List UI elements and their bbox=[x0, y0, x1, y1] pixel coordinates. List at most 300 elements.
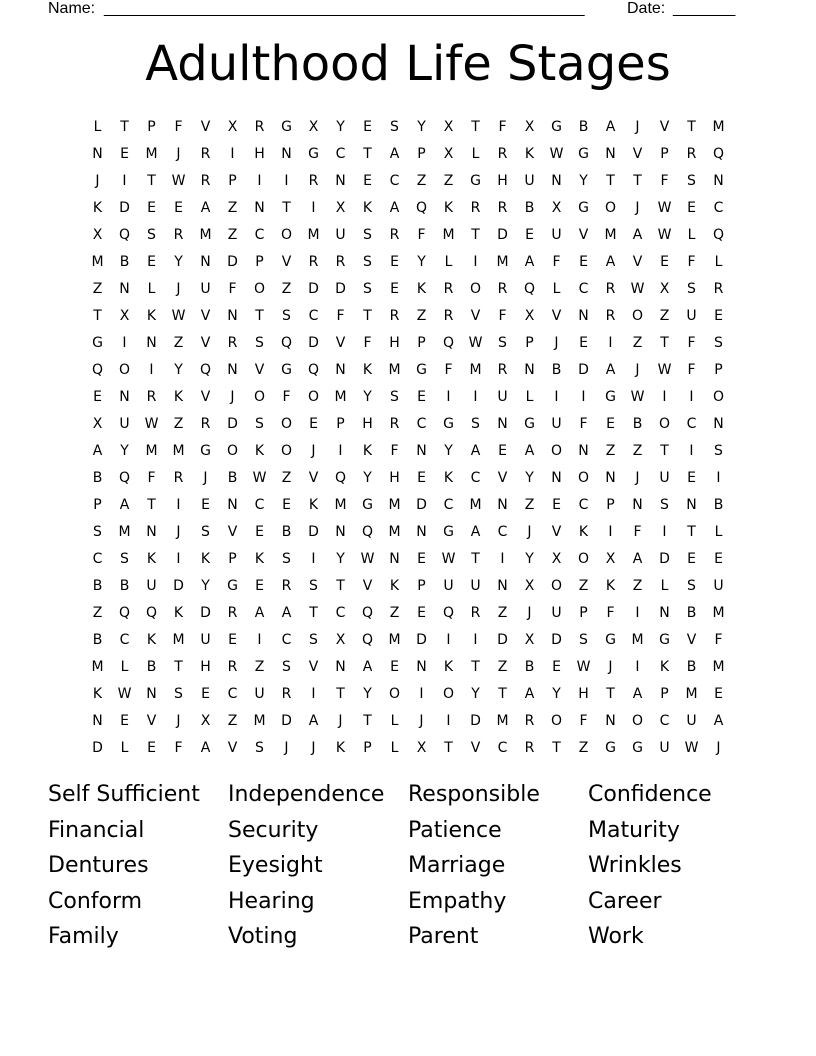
grid-letter: N bbox=[227, 362, 238, 378]
word-item: Hearing bbox=[228, 888, 315, 914]
grid-letter: P bbox=[147, 119, 156, 135]
grid-letter: A bbox=[389, 146, 400, 162]
grid-letter: I bbox=[176, 497, 181, 513]
grid-letter: C bbox=[227, 686, 238, 702]
grid-letter: F bbox=[417, 227, 426, 243]
grid-letter: S bbox=[120, 551, 129, 567]
grid-letter: Z bbox=[578, 578, 589, 594]
grid-letter: N bbox=[605, 713, 616, 729]
grid-letter: X bbox=[335, 632, 346, 648]
grid-letter: D bbox=[308, 524, 319, 540]
grid-letter: G bbox=[605, 740, 616, 756]
grid-letter: C bbox=[713, 200, 724, 216]
grid-letter: U bbox=[524, 173, 535, 189]
grid-letter: C bbox=[497, 740, 508, 756]
grid-letter: Q bbox=[307, 362, 320, 378]
grid-letter: V bbox=[200, 335, 211, 351]
grid-letter: Y bbox=[552, 686, 561, 702]
grid-letter: E bbox=[147, 200, 156, 216]
grid-letter: T bbox=[282, 200, 291, 216]
grid-letter: K bbox=[92, 686, 103, 702]
grid-letter: B bbox=[119, 578, 130, 594]
grid-letter: G bbox=[605, 632, 616, 648]
grid-letter: J bbox=[527, 605, 532, 621]
grid-letter: X bbox=[200, 713, 211, 729]
grid-letter: W bbox=[576, 659, 591, 675]
grid-letter: Z bbox=[497, 605, 508, 621]
grid-letter: K bbox=[146, 308, 157, 324]
grid-letter: F bbox=[687, 254, 696, 270]
grid-letter: F bbox=[552, 254, 561, 270]
grid-letter: F bbox=[498, 308, 507, 324]
grid-letter: N bbox=[524, 362, 535, 378]
grid-letter: W bbox=[549, 146, 564, 162]
grid-letter: B bbox=[524, 659, 535, 675]
grid-letter: T bbox=[498, 686, 507, 702]
grid-letter: I bbox=[689, 389, 694, 405]
grid-letter: T bbox=[363, 146, 372, 162]
grid-letter: I bbox=[284, 173, 289, 189]
grid-letter: W bbox=[360, 551, 375, 567]
grid-letter: M bbox=[496, 713, 509, 729]
grid-letter: C bbox=[659, 713, 670, 729]
grid-letter: T bbox=[687, 119, 696, 135]
grid-letter: N bbox=[335, 173, 346, 189]
grid-letter: K bbox=[200, 551, 211, 567]
grid-letter: E bbox=[525, 227, 534, 243]
grid-letter: C bbox=[308, 308, 319, 324]
grid-letter: L bbox=[552, 281, 561, 297]
grid-letter: L bbox=[93, 119, 102, 135]
grid-letter: O bbox=[550, 578, 563, 594]
grid-letter: F bbox=[147, 470, 156, 486]
grid-letter: O bbox=[442, 686, 455, 702]
grid-letter: E bbox=[228, 632, 237, 648]
grid-letter: A bbox=[632, 551, 643, 567]
grid-letter: B bbox=[713, 497, 724, 513]
word-item: Self Sufficient bbox=[48, 782, 200, 807]
grid-letter: T bbox=[660, 335, 669, 351]
grid-letter: M bbox=[388, 362, 401, 378]
grid-letter: L bbox=[120, 659, 129, 675]
grid-letter: K bbox=[659, 659, 670, 675]
grid-letter: K bbox=[254, 551, 265, 567]
grid-letter: D bbox=[308, 281, 319, 297]
grid-letter: N bbox=[497, 497, 508, 513]
grid-letter: W bbox=[468, 335, 483, 351]
grid-letter: L bbox=[147, 281, 156, 297]
word-item: Conform bbox=[48, 888, 143, 914]
grid-letter: N bbox=[146, 686, 157, 702]
grid-letter: Q bbox=[118, 470, 131, 486]
grid-letter: Z bbox=[497, 659, 508, 675]
grid-letter: W bbox=[171, 308, 186, 324]
grid-letter: T bbox=[120, 119, 129, 135]
grid-letter: M bbox=[388, 524, 401, 540]
grid-letter: X bbox=[92, 416, 103, 432]
grid-letter: W bbox=[657, 362, 672, 378]
grid-letter: K bbox=[92, 200, 103, 216]
grid-letter: P bbox=[336, 416, 345, 432]
grid-letter: Y bbox=[120, 443, 129, 459]
grid-row bbox=[84, 600, 732, 627]
grid-letter: N bbox=[119, 389, 130, 405]
grid-letter: L bbox=[444, 254, 453, 270]
grid-letter: A bbox=[605, 119, 616, 135]
grid-letter: X bbox=[416, 740, 427, 756]
grid-letter: D bbox=[227, 254, 238, 270]
grid-letter: V bbox=[254, 362, 265, 378]
grid-letter: C bbox=[416, 416, 427, 432]
grid-letter: F bbox=[687, 335, 696, 351]
grid-letter: I bbox=[176, 551, 181, 567]
grid-letter: X bbox=[605, 551, 616, 567]
grid-letter: S bbox=[390, 389, 399, 405]
grid-letter: Z bbox=[92, 605, 103, 621]
grid-letter: A bbox=[119, 497, 130, 513]
grid-letter: F bbox=[444, 362, 453, 378]
grid-letter: X bbox=[308, 119, 319, 135]
grid-letter: E bbox=[363, 119, 372, 135]
grid-letter: F bbox=[174, 740, 183, 756]
grid-letter: C bbox=[335, 605, 346, 621]
grid-letter: Z bbox=[173, 416, 184, 432]
grid-letter: D bbox=[470, 713, 481, 729]
word-item: Patience bbox=[408, 817, 502, 843]
grid-letter: E bbox=[714, 551, 723, 567]
grid-letter: S bbox=[471, 416, 480, 432]
grid-letter: C bbox=[119, 632, 130, 648]
grid-letter: E bbox=[390, 281, 399, 297]
grid-letter: N bbox=[389, 551, 400, 567]
grid-letter: I bbox=[662, 389, 667, 405]
grid-letter: Z bbox=[443, 173, 454, 189]
grid-letter: V bbox=[227, 524, 238, 540]
grid-letter: V bbox=[308, 470, 319, 486]
grid-letter: E bbox=[390, 659, 399, 675]
grid-letter: X bbox=[524, 119, 535, 135]
grid-letter: I bbox=[608, 524, 613, 540]
grid-letter: B bbox=[281, 524, 292, 540]
grid-letter: M bbox=[712, 605, 725, 621]
grid-letter: Q bbox=[199, 362, 212, 378]
grid-letter: J bbox=[419, 713, 424, 729]
grid-letter: I bbox=[662, 524, 667, 540]
word-item: Responsible bbox=[408, 782, 540, 807]
grid-letter: T bbox=[606, 686, 615, 702]
grid-letter: J bbox=[635, 362, 640, 378]
grid-letter: N bbox=[416, 659, 427, 675]
grid-letter: K bbox=[443, 470, 454, 486]
grid-letter: F bbox=[336, 308, 345, 324]
grid-letter: O bbox=[388, 686, 401, 702]
grid-letter: S bbox=[498, 335, 507, 351]
grid-letter: F bbox=[633, 524, 642, 540]
grid-letter: E bbox=[174, 200, 183, 216]
grid-letter: N bbox=[659, 605, 670, 621]
grid-letter: D bbox=[551, 632, 562, 648]
grid-letter: K bbox=[578, 524, 589, 540]
grid-letter: R bbox=[443, 308, 454, 324]
grid-letter: O bbox=[280, 443, 293, 459]
grid-letter: C bbox=[578, 281, 589, 297]
word-item: Family bbox=[48, 924, 119, 949]
grid-letter: N bbox=[335, 524, 346, 540]
grid-letter: C bbox=[389, 173, 400, 189]
grid-letter: V bbox=[551, 308, 562, 324]
grid-letter: J bbox=[527, 524, 532, 540]
grid-letter: E bbox=[417, 470, 426, 486]
grid-letter: Q bbox=[712, 146, 725, 162]
grid-letter: N bbox=[551, 173, 562, 189]
grid-letter: V bbox=[200, 119, 211, 135]
grid-letter: M bbox=[712, 659, 725, 675]
grid-letter: X bbox=[92, 227, 103, 243]
grid-letter: P bbox=[714, 362, 723, 378]
grid-letter: Y bbox=[336, 119, 345, 135]
grid-letter: M bbox=[118, 524, 131, 540]
grid-letter: Y bbox=[174, 254, 183, 270]
grid-letter: R bbox=[497, 200, 508, 216]
grid-letter: U bbox=[551, 605, 562, 621]
grid-letter: A bbox=[632, 227, 643, 243]
grid-letter: Z bbox=[659, 308, 670, 324]
grid-letter: I bbox=[311, 200, 316, 216]
grid-letter: M bbox=[307, 227, 320, 243]
grid-letter: T bbox=[147, 497, 156, 513]
grid-letter: Z bbox=[173, 335, 184, 351]
grid-letter: F bbox=[228, 281, 237, 297]
word-item: Security bbox=[228, 817, 319, 843]
grid-letter: I bbox=[473, 389, 478, 405]
grid-letter: V bbox=[362, 578, 373, 594]
grid-letter: N bbox=[578, 308, 589, 324]
word-item: Work bbox=[588, 924, 644, 949]
grid-letter: F bbox=[498, 119, 507, 135]
grid-letter: B bbox=[578, 119, 589, 135]
grid-letter: U bbox=[470, 578, 481, 594]
grid-letter: T bbox=[687, 524, 696, 540]
grid-letter: D bbox=[416, 632, 427, 648]
grid-letter: T bbox=[147, 173, 156, 189]
grid-letter: M bbox=[172, 632, 185, 648]
page-title: Adulthood Life Stages bbox=[145, 36, 671, 92]
grid-letter: K bbox=[362, 200, 373, 216]
grid-letter: X bbox=[227, 119, 238, 135]
grid-letter: U bbox=[119, 416, 130, 432]
grid-letter: V bbox=[308, 659, 319, 675]
grid-letter: B bbox=[92, 578, 103, 594]
grid-row bbox=[84, 168, 732, 195]
grid-letter: P bbox=[660, 686, 669, 702]
grid-letter: S bbox=[255, 416, 264, 432]
word-item: Maturity bbox=[588, 817, 680, 843]
grid-letter: V bbox=[551, 524, 562, 540]
grid-letter: S bbox=[363, 254, 372, 270]
grid-letter: Z bbox=[389, 605, 400, 621]
grid-letter: F bbox=[606, 605, 615, 621]
grid-letter: D bbox=[416, 497, 427, 513]
grid-letter: N bbox=[119, 281, 130, 297]
grid-letter: K bbox=[416, 281, 427, 297]
grid-letter: R bbox=[227, 605, 238, 621]
grid-letter: K bbox=[605, 578, 616, 594]
grid-letter: P bbox=[417, 578, 426, 594]
grid-row bbox=[84, 546, 732, 573]
grid-letter: I bbox=[446, 713, 451, 729]
grid-letter: U bbox=[254, 686, 265, 702]
grid-letter: J bbox=[203, 470, 208, 486]
grid-letter: Q bbox=[442, 605, 455, 621]
grid-letter: B bbox=[227, 470, 238, 486]
grid-letter: Z bbox=[92, 281, 103, 297]
grid-letter: T bbox=[309, 605, 318, 621]
grid-letter: T bbox=[336, 578, 345, 594]
grid-letter: H bbox=[389, 335, 400, 351]
grid-letter: U bbox=[200, 632, 211, 648]
grid-letter: A bbox=[389, 200, 400, 216]
grid-letter: U bbox=[686, 308, 697, 324]
grid-letter: O bbox=[280, 416, 293, 432]
grid-letter: P bbox=[363, 740, 372, 756]
grid-letter: K bbox=[173, 605, 184, 621]
grid-letter: A bbox=[92, 443, 103, 459]
word-item: Financial bbox=[48, 817, 145, 843]
grid-letter: N bbox=[227, 497, 238, 513]
grid-letter: M bbox=[145, 146, 158, 162]
grid-letter: R bbox=[470, 200, 481, 216]
grid-letter: X bbox=[335, 200, 346, 216]
grid-row bbox=[84, 357, 732, 384]
grid-letter: E bbox=[120, 146, 129, 162]
grid-letter: G bbox=[227, 578, 238, 594]
grid-letter: Q bbox=[361, 632, 374, 648]
grid-letter: Y bbox=[201, 578, 210, 594]
grid-letter: N bbox=[281, 146, 292, 162]
grid-letter: I bbox=[473, 254, 478, 270]
grid-letter: S bbox=[579, 632, 588, 648]
grid-letter: S bbox=[282, 551, 291, 567]
grid-letter: I bbox=[554, 389, 559, 405]
word-item: Wrinkles bbox=[588, 853, 682, 878]
word-item: Career bbox=[588, 888, 662, 914]
grid-letter: Y bbox=[417, 254, 426, 270]
grid-letter: A bbox=[524, 686, 535, 702]
grid-letter: P bbox=[255, 254, 264, 270]
grid-letter: O bbox=[550, 443, 563, 459]
grid-letter: L bbox=[471, 146, 480, 162]
grid-letter: E bbox=[552, 659, 561, 675]
grid-letter: R bbox=[173, 227, 184, 243]
grid-letter: E bbox=[417, 605, 426, 621]
grid-letter: H bbox=[389, 470, 400, 486]
grid-letter: C bbox=[443, 497, 454, 513]
grid-letter: S bbox=[309, 578, 318, 594]
word-row bbox=[48, 816, 768, 852]
grid-letter: J bbox=[608, 659, 613, 675]
grid-letter: D bbox=[119, 200, 130, 216]
grid-letter: M bbox=[442, 227, 455, 243]
grid-row bbox=[84, 195, 732, 222]
grid-letter: V bbox=[146, 713, 157, 729]
grid-letter: O bbox=[469, 281, 482, 297]
grid-letter: J bbox=[635, 119, 640, 135]
grid-letter: U bbox=[686, 713, 697, 729]
grid-row bbox=[84, 384, 732, 411]
grid-letter: T bbox=[363, 713, 372, 729]
grid-letter: V bbox=[227, 740, 238, 756]
grid-letter: R bbox=[173, 470, 184, 486]
grid-letter: V bbox=[200, 308, 211, 324]
grid-letter: Y bbox=[525, 551, 534, 567]
grid-letter: N bbox=[497, 416, 508, 432]
grid-letter: F bbox=[282, 389, 291, 405]
grid-letter: U bbox=[659, 470, 670, 486]
grid-letter: S bbox=[201, 524, 210, 540]
grid-letter: K bbox=[443, 659, 454, 675]
grid-letter: A bbox=[605, 362, 616, 378]
grid-letter: M bbox=[91, 659, 104, 675]
grid-letter: T bbox=[471, 551, 480, 567]
grid-letter: X bbox=[443, 146, 454, 162]
grid-letter: U bbox=[443, 578, 454, 594]
grid-letter: J bbox=[554, 335, 559, 351]
grid-letter: X bbox=[551, 551, 562, 567]
grid-letter: Y bbox=[471, 686, 480, 702]
grid-letter: R bbox=[200, 146, 211, 162]
grid-letter: N bbox=[146, 335, 157, 351]
date-line: _______ bbox=[673, 0, 736, 17]
grid-letter: K bbox=[443, 200, 454, 216]
grid-letter: F bbox=[579, 416, 588, 432]
grid-letter: G bbox=[632, 740, 643, 756]
grid-letter: U bbox=[551, 227, 562, 243]
grid-letter: C bbox=[578, 497, 589, 513]
grid-letter: J bbox=[635, 470, 640, 486]
grid-letter: N bbox=[605, 470, 616, 486]
grid-letter: K bbox=[254, 443, 265, 459]
grid-letter: Z bbox=[281, 470, 292, 486]
grid-letter: R bbox=[308, 254, 319, 270]
grid-letter: O bbox=[631, 308, 644, 324]
grid-letter: Z bbox=[632, 335, 643, 351]
grid-letter: H bbox=[362, 416, 373, 432]
grid-letter: M bbox=[388, 632, 401, 648]
grid-letter: Z bbox=[227, 200, 238, 216]
grid-letter: R bbox=[497, 146, 508, 162]
grid-letter: R bbox=[200, 416, 211, 432]
grid-letter: I bbox=[689, 443, 694, 459]
grid-letter: J bbox=[176, 524, 181, 540]
grid-letter: S bbox=[390, 119, 399, 135]
grid-letter: V bbox=[497, 470, 508, 486]
word-item: Independence bbox=[228, 782, 385, 807]
grid-letter: Y bbox=[444, 443, 453, 459]
grid-letter: S bbox=[93, 524, 102, 540]
grid-letter: S bbox=[687, 578, 696, 594]
word-item: Confidence bbox=[588, 782, 712, 807]
grid-letter: B bbox=[92, 470, 103, 486]
grid-letter: V bbox=[470, 740, 481, 756]
grid-letter: P bbox=[417, 146, 426, 162]
grid-letter: T bbox=[363, 308, 372, 324]
grid-letter: H bbox=[578, 686, 589, 702]
grid-row bbox=[84, 708, 732, 735]
grid-letter: G bbox=[281, 362, 292, 378]
grid-letter: Z bbox=[281, 281, 292, 297]
grid-letter: D bbox=[659, 551, 670, 567]
grid-letter: G bbox=[470, 173, 481, 189]
